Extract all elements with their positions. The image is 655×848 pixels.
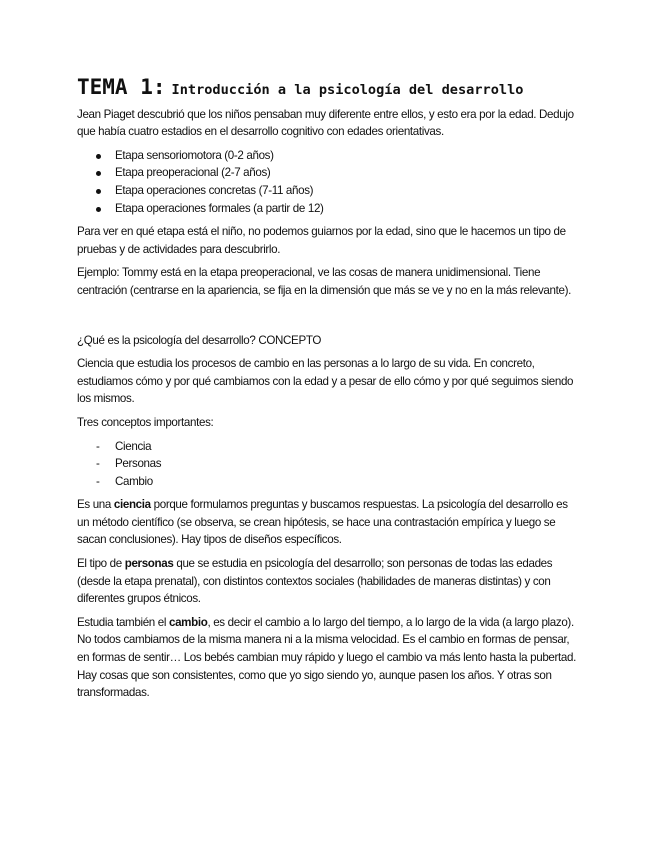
list-item: Etapa preoperacional (2-7 años) — [77, 164, 577, 182]
definition-paragraph: Ciencia que estudia los procesos de cambio en las personas a lo largo de su vida. En concreto, estudiamos cómo y por qué cambiamos con la edad y a pesar de ello cómo y por qué seguimos siendo los mismos. — [77, 357, 574, 406]
ciencia-pre: Es una — [77, 498, 114, 512]
section-question: ¿Qué es la psicología del desarrollo? CONCEPTO — [77, 333, 322, 347]
personas-term: personas — [124, 557, 174, 571]
personas-post: que se estudia en psicología del desarrollo; son personas de todas las edades (desde la etapa prenatal), con distintos contextos sociales (habilidades de maneras distintas) y con diferentes grupos étnicos. — [77, 557, 553, 606]
stage-paragraph: Para ver en qué etapa está el niño, no podemos guiarnos por la edad, sino que le hacemos un tipo de pruebas y de actividades para descubrirlo. — [77, 225, 566, 256]
cambio-term: cambio — [168, 615, 208, 629]
cambio-paragraph — [77, 614, 577, 702]
ciencia-post: porque formulamos preguntas y buscamos respuestas. La psicología del desarrollo es un método científico (se observa, se crean hipótesis, se hace una contrastación empírica y luego se sacan conclusiones). Hay tipos de diseños específicos. — [77, 498, 568, 547]
list-item: - Cambio — [77, 473, 577, 491]
personas-pre: El tipo de — [77, 557, 125, 571]
document-body — [77, 75, 577, 708]
intro-paragraph: Jean Piaget descubrió que los niños pensaban muy diferente entre ellos, y esto era por la edad. Dedujo que había cuatro estadios en el desarrollo cognitivo con edades orientativas. — [77, 107, 574, 139]
example-paragraph: Ejemplo: Tommy está en la etapa preoperacional, ve las cosas de manera unidimensional. Tiene centración (centrarse en la apariencia, se fija en la dimensión que más se ve y no en la más relevante). — [77, 266, 571, 297]
page-title — [77, 75, 577, 100]
concepts-intro: Tres conceptos importantes: — [77, 415, 214, 429]
section-spacer — [77, 306, 577, 332]
list-item: - Ciencia — [77, 438, 577, 456]
cambio-post: , es decir el cambio a lo largo del tiempo, a lo largo de la vida (a largo plazo). No todos cambiamos de la misma manera ni a la misma velocidad. Es el cambio en formas de pensar, en formas de sentir… Los bebés cambian muy rápido y luego el cambio va más lento hasta la pubertad. Hay cosas que son consistentes, como que yo sigo siendo yo, aunque pasen los años. Y otras son transformadas. — [77, 615, 576, 700]
personas-paragraph — [77, 555, 577, 608]
title-text: Introducción a la psicología del desarrollo — [171, 82, 524, 98]
list-item: Etapa operaciones formales (a partir de 12) — [77, 200, 577, 218]
ciencia-paragraph — [77, 496, 577, 549]
stages-list — [77, 147, 577, 217]
cambio-pre: Estudia también el — [77, 615, 169, 629]
list-item: Etapa sensoriomotora (0-2 años) — [77, 147, 577, 165]
concepts-list — [77, 438, 577, 491]
ciencia-term: ciencia — [113, 498, 151, 512]
list-item: Etapa operaciones concretas (7-11 años) — [77, 182, 577, 200]
title-number: TEMA 1: — [77, 75, 166, 99]
list-item: - Personas — [77, 455, 577, 473]
